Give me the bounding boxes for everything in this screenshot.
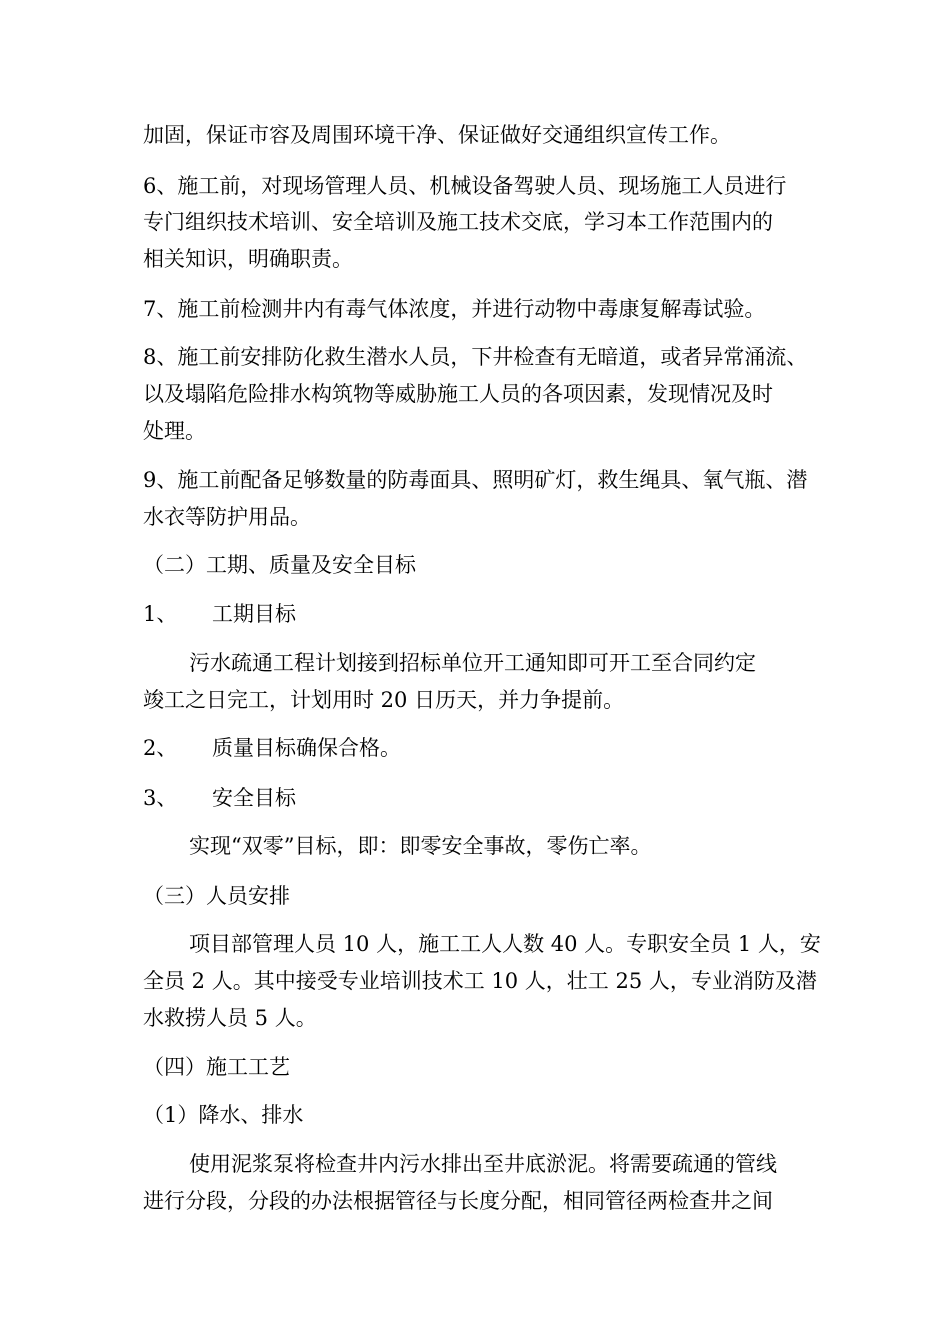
list-item-title: 安全目标 (212, 786, 296, 810)
list-item-number: 2、 (143, 736, 178, 760)
paragraph-line: 6、施工前，对现场管理人员、机械设备驾驶人员、现场施工人员进行 (143, 174, 787, 198)
list-item-number: 1、 (143, 602, 178, 626)
list-item (143, 599, 296, 629)
sub-heading: （1）降水、排水 (143, 1103, 304, 1127)
paragraph-line: 竣工之日完工，计划用时 20 日历天，并力争提前。 (143, 688, 625, 712)
paragraph-line: 7、施工前检测井内有毒气体浓度，并进行动物中毒康复解毒试验。 (143, 297, 766, 321)
paragraph-line: 处理。 (143, 419, 206, 443)
list-item (143, 733, 401, 763)
section-heading: （二）工期、质量及安全目标 (143, 553, 416, 577)
paragraph-line: 以及塌陷危险排水构筑物等威胁施工人员的各项因素，发现情况及时 (143, 382, 773, 406)
paragraph-line: 全员 2 人。其中接受专业培训技术工 10 人，壮工 25 人，专业消防及潜 (143, 969, 817, 993)
paragraph-line: 实现“双零”目标，即：即零安全事故，零伤亡率。 (189, 834, 652, 858)
paragraph-line: 污水疏通工程计划接到招标单位开工通知即可开工至合同约定 (189, 651, 756, 675)
section-heading: （四）施工工艺 (143, 1055, 290, 1079)
paragraph-line: 专门组织技术培训、安全培训及施工技术交底，学习本工作范围内的 (143, 210, 773, 234)
paragraph-line: 9、施工前配备足够数量的防毒面具、照明矿灯，救生绳具、氧气瓶、潜 (143, 468, 808, 492)
paragraph-line: 水衣等防护用品。 (143, 505, 311, 529)
paragraph-line: 加固，保证市容及周围环境干净、保证做好交通组织宣传工作。 (143, 123, 731, 147)
paragraph-line: 项目部管理人员 10 人，施工工人人数 40 人。专职安全员 1 人，安 (189, 932, 821, 956)
paragraph-line: 使用泥浆泵将检查井内污水排出至井底淤泥。将需要疏通的管线 (189, 1152, 777, 1176)
paragraph-line: 水救捞人员 5 人。 (143, 1006, 317, 1030)
section-heading: （三）人员安排 (143, 884, 290, 908)
list-item (143, 783, 296, 813)
list-item-title: 工期目标 (212, 602, 296, 626)
paragraph-line: 8、施工前安排防化救生潜水人员，下井检查有无暗道，或者异常涌流、 (143, 345, 808, 369)
list-item-number: 3、 (143, 786, 178, 810)
paragraph-line: 相关知识，明确职责。 (143, 247, 353, 271)
paragraph-line: 进行分段，分段的办法根据管径与长度分配，相同管径两检查井之间 (143, 1189, 773, 1213)
list-item-title: 质量目标确保合格。 (212, 736, 401, 760)
